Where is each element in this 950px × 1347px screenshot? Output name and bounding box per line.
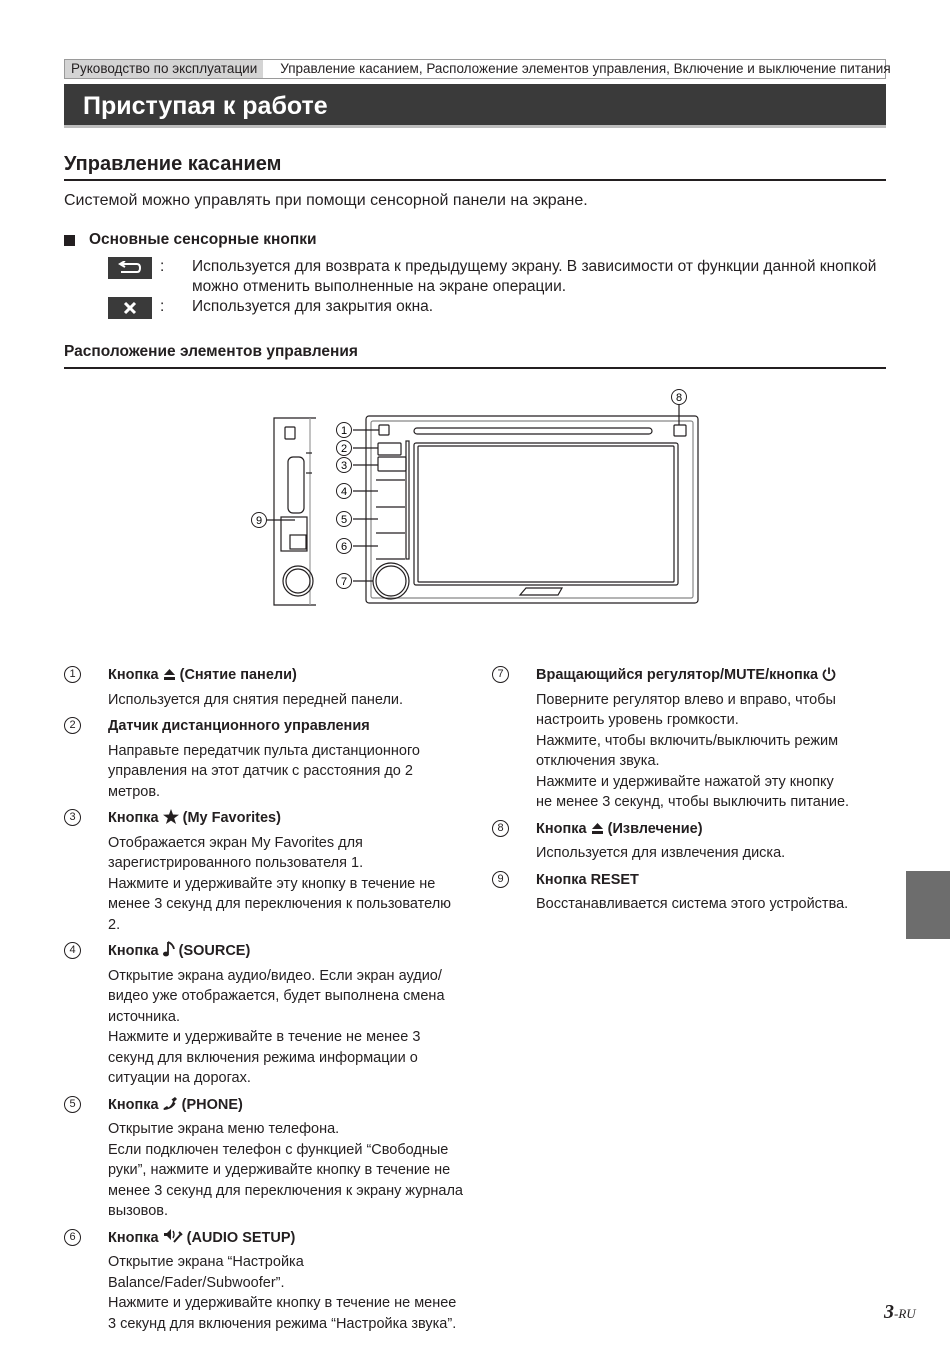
- item-heading: Вращающийся регулятор/MUTE/кнопка: [536, 665, 852, 686]
- list-item: [492, 665, 852, 813]
- list-item: [64, 941, 464, 1089]
- svg-text:1: 1: [340, 425, 348, 437]
- diagram-label-7: [337, 574, 352, 589]
- diagram-label-6: [337, 539, 352, 554]
- item-description: Отображается экран My Favorites для зарегистрированного пользователя 1. Нажмите и удерживайте эту кнопку в течение не менее 3 секунд для переключения к пользователю 2.: [108, 834, 452, 933]
- svg-text:3: 3: [340, 460, 348, 472]
- diagram-label-8: [672, 390, 687, 405]
- diagram-label-5: [337, 512, 352, 527]
- svg-text:9: 9: [255, 515, 263, 527]
- close-icon: [108, 297, 152, 319]
- page-title: Приступая к работе: [83, 92, 328, 120]
- star-icon: [163, 809, 179, 824]
- list-item: [64, 1228, 464, 1335]
- touch-section-header: [64, 150, 886, 181]
- items-left-column: [64, 665, 464, 1340]
- item-description: Используется для снятия передней панели.: [108, 691, 404, 708]
- diagram-label-4: [337, 484, 352, 499]
- list-item: [64, 1095, 464, 1222]
- item-heading: Датчик дистанционного управления: [108, 718, 370, 734]
- item-heading: Кнопка (PHONE): [108, 1096, 243, 1113]
- music-note-icon: [163, 941, 175, 957]
- item-number: 7: [492, 666, 509, 683]
- subhead-text: Основные сенсорные кнопки: [89, 231, 317, 248]
- controls-section-title: Расположение элементов управления: [64, 343, 358, 360]
- touch-intro-text: Системой можно управлять при помощи сенсорной панели на экране.: [64, 192, 588, 209]
- svg-text:2: 2: [340, 443, 348, 455]
- list-item: [64, 808, 464, 935]
- svg-text:6: 6: [340, 541, 348, 553]
- item-description: Открытие экрана аудио/видео. Если экран аудио/видео уже отображается, будет выполнена смена источника. Нажмите и удерживайте в течение не менее 3 секунд для включения режима информации о ситуации на дорогах.: [108, 967, 445, 1086]
- diagram-label-2: [337, 441, 352, 456]
- controls-section-header: [64, 341, 886, 369]
- head-unit-diagram: [240, 385, 710, 615]
- svg-text:4: 4: [340, 486, 348, 498]
- item-description: Направьте передатчик пульта дистанционного управления на этот датчик с расстояния до 2 метров.: [108, 742, 420, 800]
- diagram-label-3: [337, 458, 352, 473]
- item-number: 9: [492, 871, 509, 888]
- item-number: 3: [64, 809, 81, 826]
- list-item: [64, 716, 464, 802]
- back-arrow-icon: [108, 257, 152, 279]
- breadcrumb-manual: Руководство по эксплуатации: [65, 60, 263, 78]
- touch-buttons-subhead: [64, 229, 316, 251]
- page-number: 3-RU: [884, 1301, 916, 1323]
- diagram-label-1: [337, 423, 352, 438]
- list-item: [64, 665, 464, 710]
- svg-text:8: 8: [675, 392, 683, 404]
- item-number: 5: [64, 1096, 81, 1113]
- phone-icon: [163, 1096, 178, 1111]
- item-number: 2: [64, 717, 81, 734]
- chapter-tab: [906, 871, 950, 939]
- title-bar: [64, 84, 886, 128]
- bullet-square-icon: [64, 235, 75, 246]
- item-number: 4: [64, 942, 81, 959]
- audio-setup-icon: [163, 1228, 183, 1244]
- item-description: Поверните регулятор влево и вправо, чтобы настроить уровень громкости. Нажмите, чтобы включить/выключить режим отключения звука. Нажмите и удерживайте нажатой эту кнопку не менее 3 секунд, чтобы выключить питание.: [536, 691, 850, 810]
- items-right-column: [492, 665, 852, 921]
- list-item: [492, 870, 852, 915]
- item-description: Восстанавливается система этого устройства.: [536, 896, 849, 912]
- eject-icon: [591, 822, 604, 835]
- item-heading: Кнопка (SOURCE): [108, 943, 251, 959]
- item-heading: Кнопка (AUDIO SETUP): [108, 1229, 296, 1246]
- eject-icon: [163, 668, 176, 681]
- item-heading: Кнопка (Извлечение): [536, 820, 703, 837]
- item-heading: Кнопка (Снятие панели): [108, 667, 297, 683]
- svg-text:5: 5: [340, 514, 348, 526]
- item-number: 8: [492, 820, 509, 837]
- item-description: Открытие экрана меню телефона. Если подключен телефон с функцией “Свободные руки”, нажмите и удерживайте кнопку в течение не менее 3 секунд для переключения к экрану журнала вызовов.: [108, 1121, 463, 1219]
- touch-section-title: Управление касанием: [64, 153, 282, 175]
- breadcrumb: [64, 59, 891, 79]
- item-heading: Кнопка RESET: [536, 871, 639, 888]
- list-item: [492, 819, 852, 864]
- back-button-desc: Используется для возврата к предыдущему экрану. В зависимости от функции данной кнопкой можно отменить выполненные на экране операции.: [192, 258, 877, 295]
- colon: :: [160, 258, 165, 275]
- colon: :: [160, 298, 165, 315]
- item-description: Открытие экрана “Настройка Balance/Fader/Subwoofer”. Нажмите и удерживайте кнопку в течение не менее 3 секунд для включения режима “Настройка звука”.: [108, 1254, 457, 1332]
- item-number: 1: [64, 666, 81, 683]
- breadcrumb-topics: Управление касанием, Расположение элементов управления, Включение и выключение питания: [280, 61, 891, 76]
- item-heading: Кнопка (My Favorites): [108, 810, 281, 826]
- item-number: 6: [64, 1229, 81, 1246]
- diagram-label-9: [252, 513, 267, 528]
- close-button-desc: Используется для закрытия окна.: [192, 298, 434, 315]
- item-description: Используется для извлечения диска.: [536, 845, 786, 861]
- svg-text:7: 7: [340, 576, 348, 588]
- power-icon: [822, 667, 836, 681]
